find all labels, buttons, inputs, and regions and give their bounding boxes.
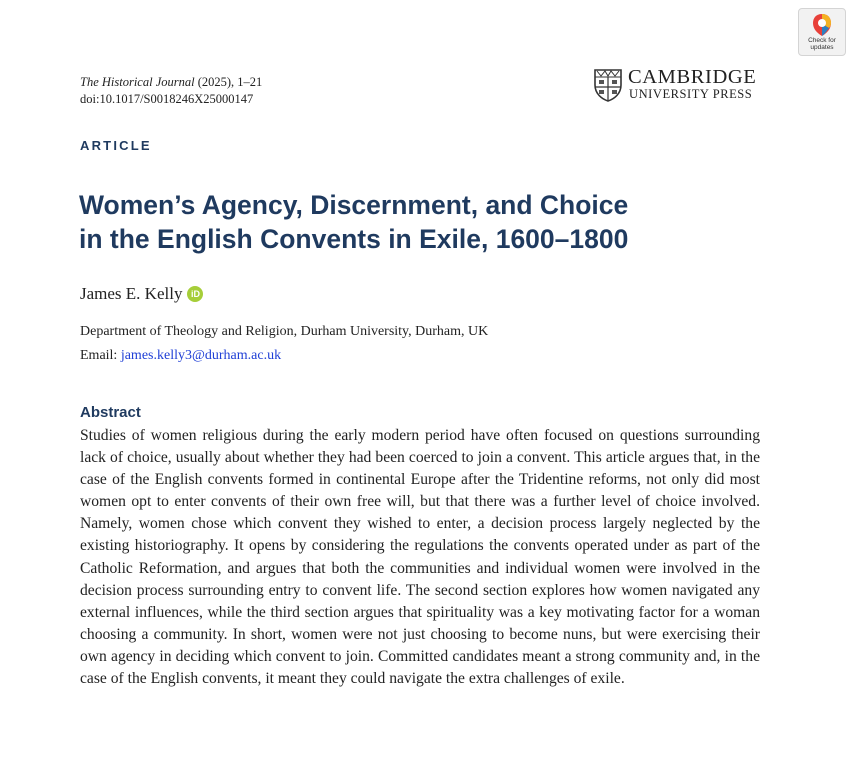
badge-label xyxy=(799,37,845,51)
publisher-name: CAMBRIDGE xyxy=(628,66,757,88)
cambridge-shield-icon xyxy=(593,68,623,102)
check-for-updates-badge[interactable] xyxy=(798,8,846,56)
affiliation-block xyxy=(80,320,488,368)
article-type-label: ARTICLE xyxy=(80,138,152,153)
abstract-heading: Abstract xyxy=(80,404,141,421)
abstract-text: Studies of women religious during the early modern period have often focused on questions surrounding lack of choice, usually about whether they had been coerced to join a convent. This article argues that, in the case of the English convents formed in continental Europe after the Tridentine reforms, not only did most women opt to enter convents of their own free will, but that there was a further level of choice involved. Namely, women chose which convent they wished to enter, a decision process largely neglected by the existing historiography. It opens by considering the regulations the convents operated under as part of the Catholic Reformation, and argues that both the communities and individual women were involved in the decision process surrounding entry to convent life. The second section explores how women navigated any external influences, while the third section argues that spirituality was a key motivating factor for a woman choosing a community. In short, women were not just choosing to become nuns, but were exercising their own agency in deciding which convent to join. Committed candidates meant a strong community and, in the case of the English convents, it meant they could navigate the extra challenges of exile. xyxy=(80,427,760,688)
email-link[interactable]: james.kelly3@durham.ac.uk xyxy=(120,348,282,363)
journal-year-pages: (2025), 1–21 xyxy=(194,75,263,89)
affiliation: Department of Theology and Religion, Durham University, Durham, UK xyxy=(80,324,489,339)
author-name[interactable]: James E. Kelly xyxy=(80,284,183,303)
journal-citation xyxy=(80,74,262,108)
publisher-subname: UNIVERSITY PRESS xyxy=(629,87,753,101)
badge-label-line1: Check for xyxy=(808,37,836,44)
journal-name: The Historical Journal xyxy=(80,75,195,89)
title-line-1: Women’s Agency, Discernment, and Choice xyxy=(79,190,629,220)
orcid-icon[interactable]: iD xyxy=(187,286,203,302)
crossmark-icon xyxy=(811,13,833,37)
publisher-logo xyxy=(593,68,763,104)
badge-label-line2: updates xyxy=(810,44,834,51)
article-title xyxy=(79,188,779,256)
doi[interactable]: doi:10.1017/S0018246X25000147 xyxy=(80,92,254,106)
email-label: Email: xyxy=(80,348,121,363)
author-line xyxy=(80,284,203,304)
title-line-2: in the English Convents in Exile, 1600–1800 xyxy=(79,224,629,254)
